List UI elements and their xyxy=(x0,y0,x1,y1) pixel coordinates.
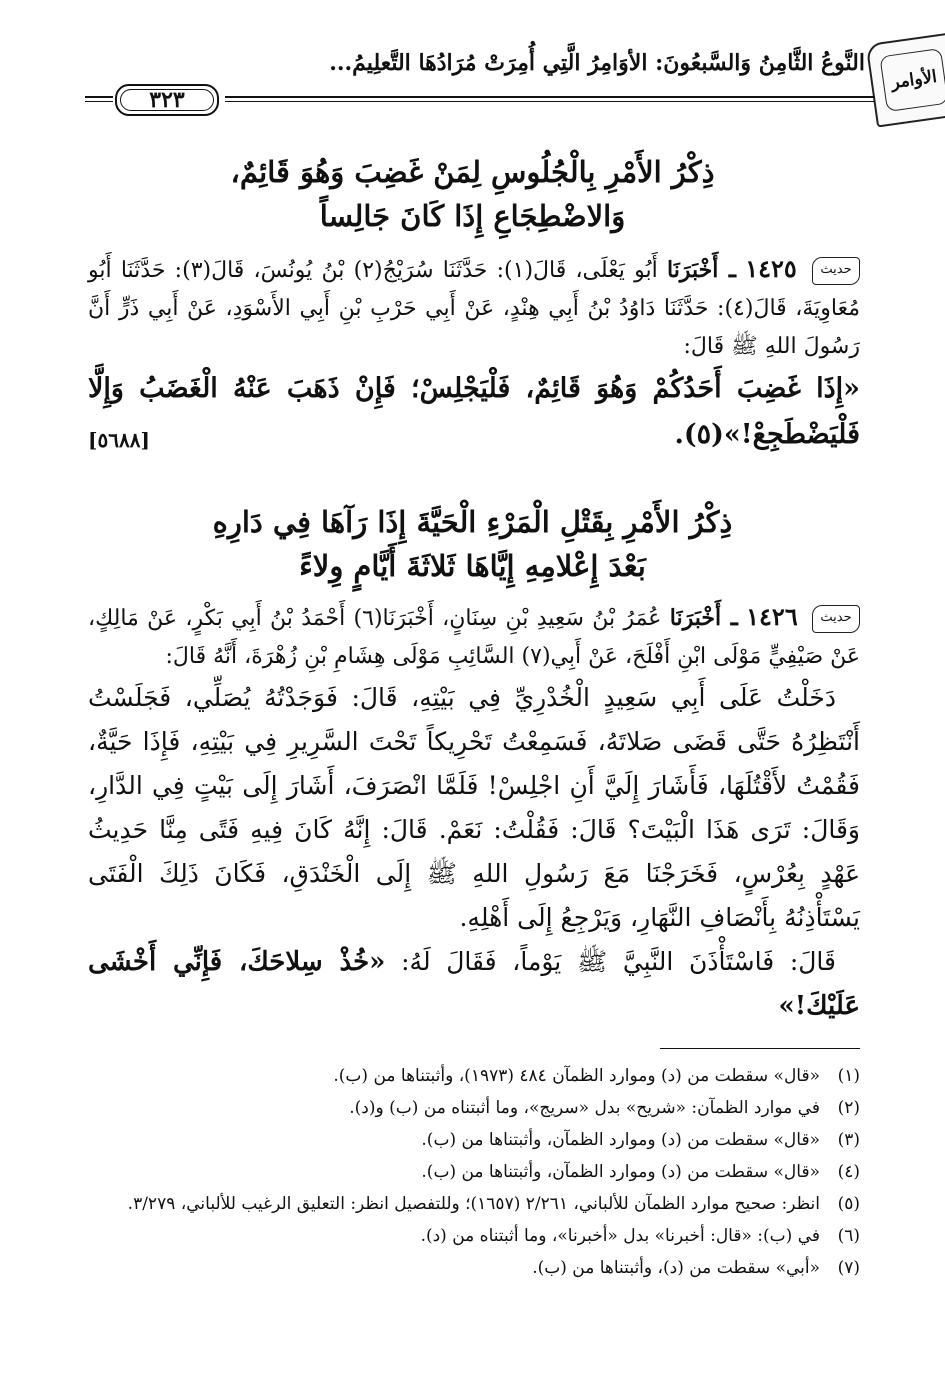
footnote-text: «قال» سقطت من (د) وموارد الظمآن ٤٨٤ (١٩٧٣)، وأثبتناها من (ب). xyxy=(333,1066,820,1086)
hadith-number: ١٤٢٥ xyxy=(745,254,797,283)
hadith-isnad: أَبُو يَعْلَى، قَالَ(١): حَدَّثَنَا سُرَيْجُ(٢) بْنُ يُونُسَ، قَالَ(٣): حَدَّثَنَا أَبُو مُعَاوِيَةَ، قَالَ(٤): حَدَّثَنَا دَاوُدُ بْنُ أَبِي هِنْدٍ، عَنْ أَبِي حَرْبِ بْنِ أَبِي الأَسْوَدِ، عَنْ أَبِي ذَرٍّ أَنَّ رَسُولَ اللهِ ﷺ قَالَ: xyxy=(88,258,861,359)
hadith-1425-matn-block xyxy=(88,366,860,458)
footnote xyxy=(85,1252,860,1284)
footnote-number: (٤) xyxy=(837,1162,860,1182)
footnote-number: (٥) xyxy=(837,1194,860,1214)
hadith-1426 xyxy=(88,598,860,1028)
section1-title xyxy=(70,150,875,238)
footnotes xyxy=(85,1060,860,1284)
footnote-text: «قال» سقطت من (د) وموارد الظمآن، وأثبتناها من (ب). xyxy=(421,1130,820,1150)
section2-title-line1: ذِكْرُ الأَمْرِ بِقَتْلِ الْمَرْءِ الْحَيَّةَ إِذَا رَآهَا فِي دَارِهِ xyxy=(212,505,733,539)
chapter-badge-icon xyxy=(866,32,945,127)
hadith-prophet-saying: «خُذْ سِلاحَكَ، فَإِنِّي أَخْشَى عَلَيْكَ!» xyxy=(88,947,860,1021)
footnote xyxy=(85,1124,860,1156)
hadith-marker-icon: حديث xyxy=(812,257,860,285)
footnote xyxy=(85,1092,860,1124)
footnote-number: (٢) xyxy=(837,1098,860,1118)
section1-title-line1: ذِكْرُ الأَمْرِ بِالْجُلُوسِ لِمَنْ غَضِبَ وَهُوَ قَائِمٌ، xyxy=(230,155,715,189)
section2-title-line2: بَعْدَ إِعْلامِهِ إِيَّاهَا ثَلاثَةَ أَيَّامٍ وِلاءً xyxy=(299,549,646,583)
hadith-reference: [٥٦٨٨] xyxy=(88,428,150,452)
footnote-text: «أبي» سقطت من (د)، وأثبتناها من (ب). xyxy=(532,1258,820,1278)
footnote xyxy=(85,1156,860,1188)
footnote-number: (٦) xyxy=(837,1226,860,1246)
hadith-isnad: عُمَرُ بْنُ سَعِيدِ بْنِ سِنَانٍ، أَخْبَرَنَا(٦) أَحْمَدُ بْنُ أَبِي بَكْرٍ، عَنْ مَالِكٍ، عَنْ صَيْفِيٍّ مَوْلَى ابْنِ أَفْلَحَ، عَنْ أَبِي(٧) السَّائِبِ مَوْلَى هِشَامِ بْنِ زُهْرَةَ، أَنَّهُ قَالَ: xyxy=(88,606,860,669)
akhbarana-label: أَخْبَرَنَا xyxy=(669,605,722,631)
footnote-text: انظر: صحيح موارد الظمآن للألباني، ٢/٢٦١ (١٦٥٧)؛ وللتفصيل انظر: التعليق الرغيب للألباني، ٣/٢٧٩. xyxy=(127,1194,820,1214)
header-rule-left xyxy=(85,96,113,102)
footnote-number: (٧) xyxy=(837,1258,860,1278)
footnote xyxy=(85,1188,860,1220)
header-rule xyxy=(225,96,875,102)
footnote xyxy=(85,1060,860,1092)
hadith-1426-isnad-paragraph: حديث ١٤٢٦ ـ أَخْبَرَنَا عُمَرُ بْنُ سَعِيدِ بْنِ سِنَانٍ، أَخْبَرَنَا(٦) أَحْمَدُ بْنُ أَبِي بَكْرٍ، عَنْ مَالِكٍ، عَنْ صَيْفِيٍّ مَوْلَى ابْنِ أَفْلَحَ، عَنْ أَبِي(٧) السَّائِبِ مَوْلَى هِشَامِ بْنِ زُهْرَةَ، أَنَّهُ قَالَ: xyxy=(88,602,860,669)
footnote-separator xyxy=(660,1048,860,1049)
section1-title-line2: وَالاضْطِجَاعِ إِذَا كَانَ جَالِساً xyxy=(319,199,626,233)
chapter-badge-label: الأوامر xyxy=(879,48,945,112)
hadith-number: ١٤٢٦ xyxy=(746,602,798,631)
footnote-number: (١) xyxy=(837,1066,860,1086)
hadith-1425-isnad-paragraph: حديث ١٤٢٥ ـ أَخْبَرَنَا أَبُو يَعْلَى، قَالَ(١): حَدَّثَنَا سُرَيْجُ(٢) بْنُ يُونُسَ، قَالَ(٣): حَدَّثَنَا أَبُو مُعَاوِيَةَ، قَالَ(٤): حَدَّثَنَا دَاوُدُ بْنُ أَبِي هِنْدٍ، عَنْ أَبِي حَرْبِ بْنِ أَبِي الأَسْوَدِ، عَنْ أَبِي ذَرٍّ أَنَّ رَسُولَ اللهِ ﷺ قَالَ: xyxy=(88,254,861,359)
akhbarana-label: أَخْبَرَنَا xyxy=(666,257,719,283)
footnote xyxy=(85,1220,860,1252)
hadith-story-text: قَالَ: فَاسْتَأْذَنَ النَّبِيَّ ﷺ يَوْماً، فَقَالَ لَهُ: xyxy=(401,947,837,976)
hadith-1425 xyxy=(88,250,860,458)
footnote-text: في (ب): «قال: أخبرنا» بدل «أخبرنا»، وما أثبتناه من (د). xyxy=(420,1226,820,1246)
footnote-text: «قال» سقطت من (د) وموارد الظمآن، وأثبتناها من (ب). xyxy=(421,1162,820,1182)
running-title: النَّوعُ الثَّامِنُ وَالسَّبعُونَ: الأوَامِرُ الَّتِي أُمِرَتْ مُرَادُهَا التَّعلِيمُ... xyxy=(329,50,865,76)
hadith-marker-icon: حديث xyxy=(812,605,860,633)
hadith-story-paragraph: دَخَلْتُ عَلَى أَبِي سَعِيدٍ الْخُدْرِيِّ فِي بَيْتِهِ، قَالَ: فَوَجَدْتُهُ يُصَلِّي، فَجَلَسْتُ أَنْتَظِرُهُ حَتَّى قَضَى صَلاتَهُ، فَسَمِعْتُ تَحْرِيكاً تَحْتَ السَّرِيرِ فِي بَيْتِهِ، فَإِذَا حَيَّةٌ، فَقُمْتُ لأَقْتُلَهَا، فَأَشَارَ إِلَيَّ أَنِ اجْلِسْ! فَلَمَّا انْصَرَفَ، أَشَارَ إِلَى بَيْتٍ فِي الدَّارِ، وَقَالَ: تَرَى هَذَا الْبَيْتَ؟ قَالَ: فَقُلْتُ: نَعَمْ. قَالَ: إِنَّهُ كَانَ فِيهِ فَتًى مِنَّا حَدِيثُ عَهْدٍ بِعُرْسٍ، فَخَرَجْنَا مَعَ رَسُولِ اللهِ ﷺ إِلَى الْخَنْدَقِ، فَكَانَ ذَلِكَ الْفَتَى يَسْتَأْذِنُهُ بِأَنْصَافِ النَّهَارِ، وَيَرْجِعُ إِلَى أَهْلِهِ. xyxy=(88,683,860,932)
hadith-matn: «إِذَا غَضِبَ أَحَدُكُمْ وَهُوَ قَائِمٌ، فَلْيَجْلِسْ؛ فَإِنْ ذَهَبَ عَنْهُ الْغَضَبُ وَإِلَّا فَلْيَضْطَجِعْ!»(٥). xyxy=(88,373,860,450)
hadith-story-paragraph-2 xyxy=(88,940,860,1028)
section2-title xyxy=(70,500,875,588)
footnote-number: (٣) xyxy=(837,1130,860,1150)
page-number: ٣٢٣ xyxy=(115,84,219,116)
footnote-text: في موارد الظمآن: «شريح» بدل «سريج»، وما أثبتناه من (ب) و(د). xyxy=(349,1098,820,1118)
page-header xyxy=(85,38,939,118)
header-rule-area xyxy=(85,84,875,114)
